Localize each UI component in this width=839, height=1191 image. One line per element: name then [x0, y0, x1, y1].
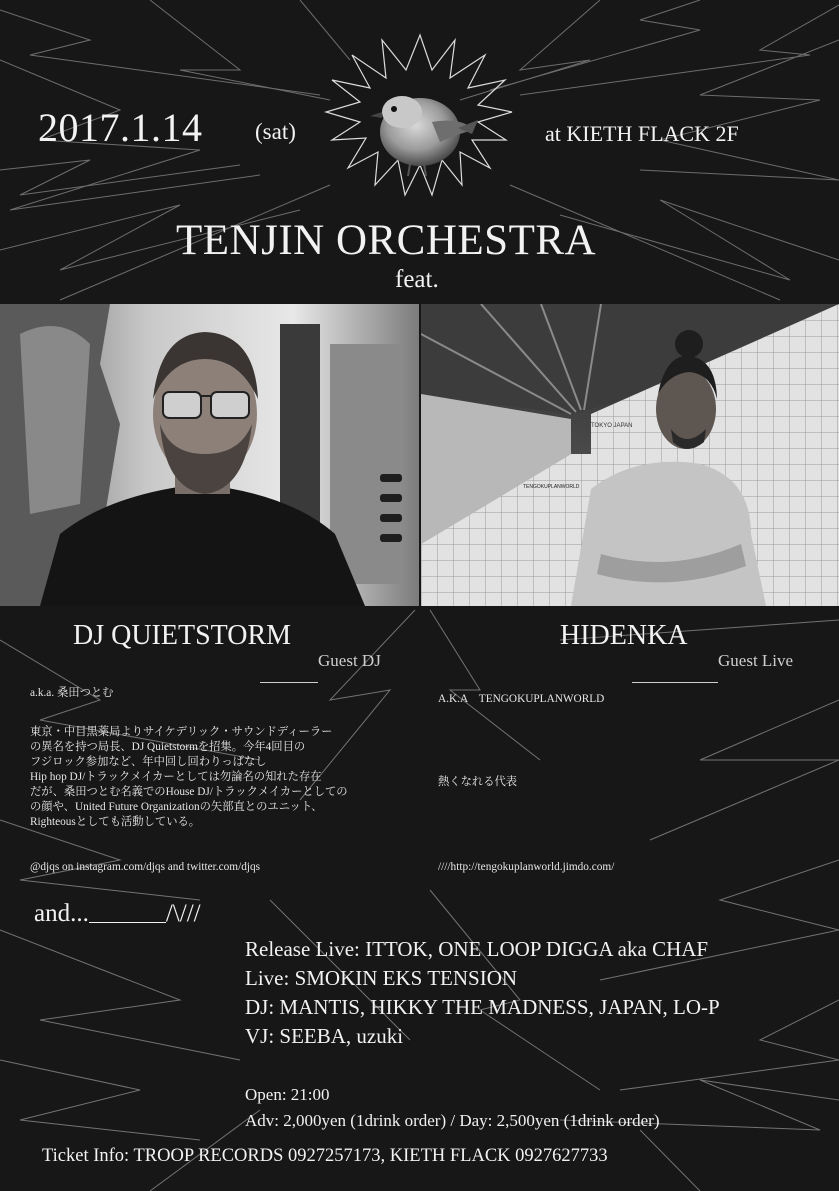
role-label: Guest Live	[718, 651, 794, 670]
bio-line: だが、桑田つとむ名義でのHouse DJ/トラックメイカーとしての	[30, 786, 348, 798]
url-hidenka: ////http://tengokuplanworld.jimdo.com/	[438, 861, 615, 873]
bio-line: フジロック参加など、年中回し回わりっぱなし	[30, 756, 267, 768]
and-more-heading	[34, 900, 201, 928]
event-date: 2017.1.14	[38, 105, 203, 150]
ticket-info: Ticket Info: TROOP RECORDS 0927257173, KIETH FLACK 0927627733	[42, 1146, 608, 1166]
event-title: TENJIN ORCHESTRA	[176, 217, 597, 264]
bio-line: 東京・中目黒薬局よりサイケデリック・サウンドディーラー	[30, 726, 333, 738]
featuring-label: feat.	[395, 266, 439, 293]
artist-name-hidenka: HIDENKA	[560, 620, 688, 651]
bio-line: の顔や、United Future Organizationの矢部直とのユニット、	[30, 801, 323, 813]
bio-line: Righteousとしても活動している。	[30, 816, 201, 828]
and-prefix: and...	[34, 900, 89, 927]
role-guest-live	[632, 651, 793, 683]
role-underline	[632, 668, 718, 683]
lineup-release-live: Release Live: ITTOK, ONE LOOP DIGGA aka CHAF	[245, 937, 709, 961]
photo-caption-tengoku: TENGOKUPLANWORLD	[523, 484, 580, 490]
event-venue: at KIETH FLACK 2F	[545, 121, 739, 146]
lineup-live: Live: SMOKIN EKS TENSION	[245, 966, 518, 990]
aka-dj-quietstorm: a.k.a. 桑田つとむ	[30, 687, 114, 699]
role-label: Guest DJ	[318, 651, 381, 670]
event-info	[245, 1082, 660, 1134]
and-suffix: /\///	[165, 900, 201, 927]
photo-hidenka	[421, 304, 839, 606]
photo-dj-quietstorm	[0, 304, 419, 606]
bio-dj-quietstorm	[30, 725, 430, 830]
bio-line: Hip hop DJ/トラックメイカーとしては勿論名の知れた存在	[30, 771, 322, 783]
ticket-price: Adv: 2,000yen (1drink order) / Day: 2,500yen (1drink order)	[245, 1111, 660, 1130]
lineup-list	[245, 935, 720, 1051]
artist-name-dj-quietstorm: DJ QUIETSTORM	[73, 620, 292, 651]
role-underline	[260, 668, 318, 683]
and-underline	[89, 902, 166, 923]
bird-icon	[362, 72, 482, 182]
bio-hidenka: 熱くなれる代表	[438, 776, 518, 788]
lineup-dj: DJ: MANTIS, HIKKY THE MADNESS, JAPAN, LO-P	[245, 995, 720, 1019]
social-dj-quietstorm: @djqs on instagram.com/djqs and twitter.com/djqs	[30, 861, 261, 873]
bio-line: の異名を持つ局長、DJ Quietstormを招集。今年4回目の	[30, 741, 306, 753]
lineup-vj: VJ: SEEBA, uzuki	[245, 1024, 404, 1048]
role-guest-dj	[260, 651, 381, 683]
photo-caption-tokyo: TOKYO JAPAN	[591, 423, 633, 429]
aka-hidenka: A.K.A TENGOKUPLANWORLD	[438, 693, 605, 705]
event-weekday: (sat)	[255, 119, 296, 144]
open-time: Open: 21:00	[245, 1085, 330, 1104]
